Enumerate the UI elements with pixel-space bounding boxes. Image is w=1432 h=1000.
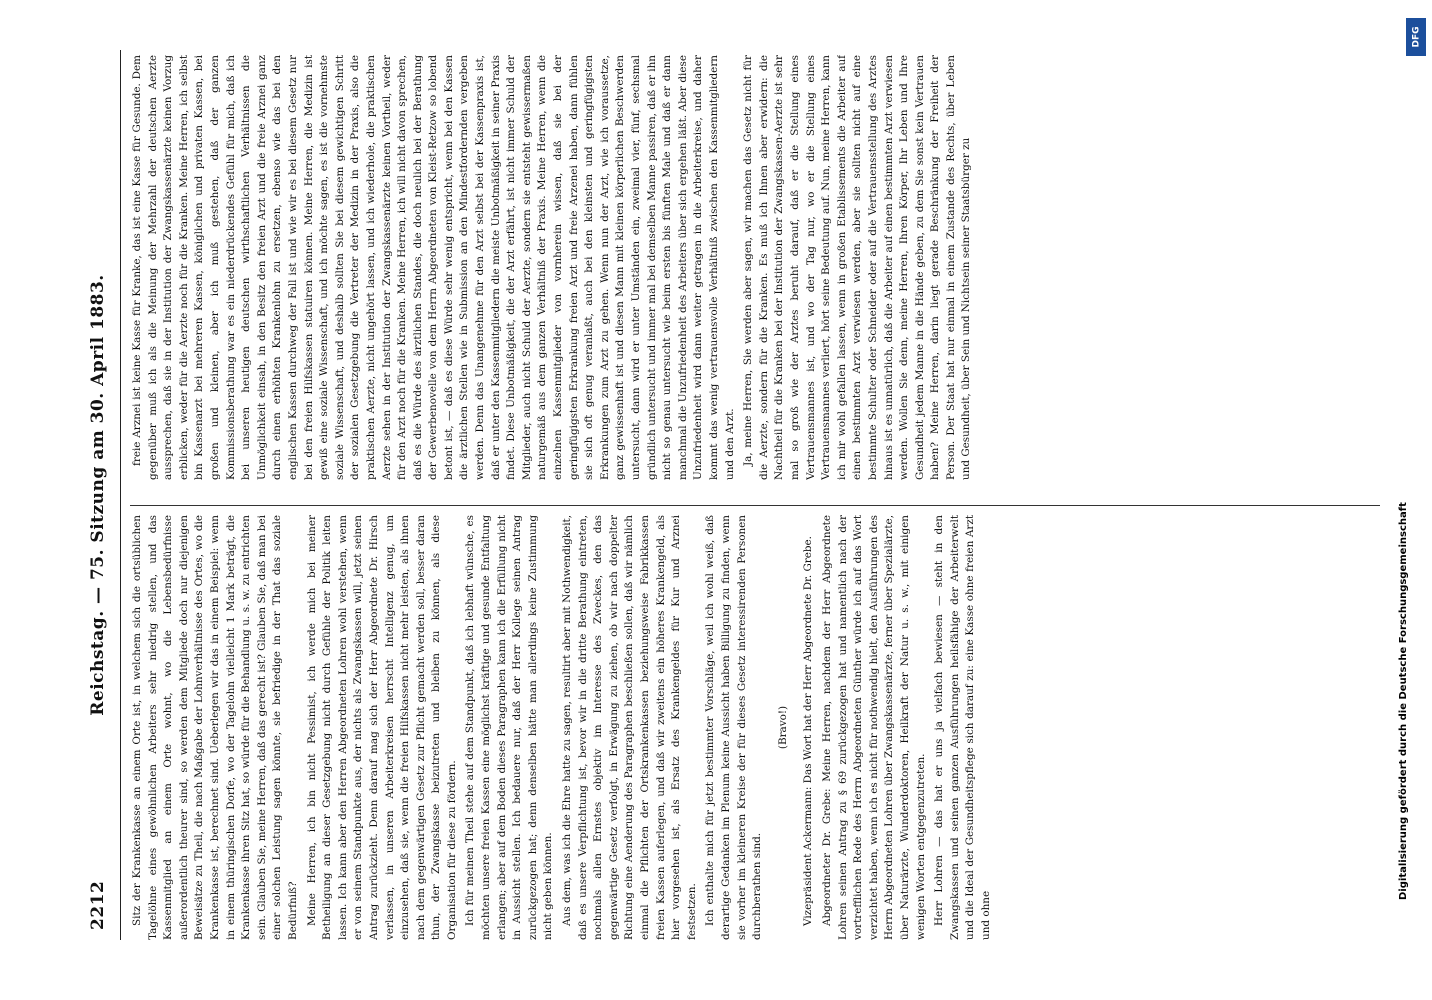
paragraph: freie Arznei ist keine Kasse für Kranke, das ist eine Kasse für Gesunde. Dem gegenüber muß ich als die Meinung der Mehrzahl der deutschen Aerzte aussprechen, daß sie in der Institution der Zwangskassenärzte keinen Vorzug erblicken, weder für die Aerzte noch für die Kranken. Meine Herren, ich selbst bin Kassenarzt bei mehreren Kassen, königlichen und privaten Kassen, bei großen und kleinen, aber ich muß gestehen, daß der ganzen Kommissionsberathung war es ein niederdrückendes Gefühl für mich, daß ich bei unseren heutigen deutschen wirthschaftlichen Verhältnissen die Unmöglichkeit einsah, in den Besitz den freien Arzt und die freie Arznei ganz durch einen erhöhten Krankenlohn zu ersetzen, ebenso wie das bei den englischen Kassen durchweg der Fall ist und wie wir es bei diesem Gesetz nur bei den freien Hilfskassen statuiren können. Meine Herren, die Medizin ist gewiß eine soziale Wissenschaft, und ich möchte sagen, es ist die vornehmste soziale Wissenschaft, und deshalb sollten Sie bei diesem gewichtigen Schritt der sozialen Gesetzgebung die Vertreter der Medizin in der Praxis, also die praktischen Aerzte, nicht ungehört lassen, und ich wiederhole, die praktischen Aerzte sehen in der Institution der Zwangskassenärzte keinen Vortheil, weder für den Arzt noch für die Kranken. Meine Herren, ich will nicht davon sprechen, daß es die Würde des ärztlichen Standes, die doch neulich bei der Berathung der Gewerbenovelle von dem Herrn Abgeordneten von Kleist-Retzow so lobend betont ist, — daß es diese Würde sehr wenig entspricht, wenn bei den Kassen die ärztlichen Stellen wie in Submission an den Mindestfordernden vergeben werden. Denn das Unangenehme für den Arzt selbst bei der Kassenpraxis ist, daß er unter den Kassenmitgliedern die meiste Unbotmäßigkeit in seiner Praxis findet. Diese Unbotmäßigkeit, die der Arzt erfährt, ist nicht immer Schuld der Mitglieder, auch nicht Schuld der Aerzte, sondern sie entsteht gewissermaßen naturgemäß aus dem ganzen Verhältniß der Praxis. Meine Herren, wenn die einzelnen Kassenmitglieder von vornherein wissen, daß sie bei der geringfügigsten Erkrankung freien Arzt und freie Arzenei haben, dann fühlen sie sich oft genug veranlaßt, auch bei den kleinsten und geringfügigsten Erkrankungen zum Arzt zu gehen. Wenn nun der Arzt, wie ich voraussetze, ganz gewissenhaft ist und diesen Mann mit kleinen körperlichen Beschwerden untersucht, dann wird er unter Umständen ein, zweimal vier, fünf, sechsmal gründlich untersucht und immer mal bei demselben Manne passiren, daß er ihn nicht so genau untersucht wie beim ersten bis fünften Male und daß er dann manchmal die Unzufriedenheit des Arbeiters über sich ergehen läßt. Aber diese Unzufriedenheit wird dann weiter getragen in die Arbeiterkreise, und daher kommt das wenig vertrauensvolle Verhältniß zwischen den Kassenmitgliedern und den Arzt.	[131, 55, 736, 480]
paragraph: Ich für meinen Theil stehe auf dem Standpunkt, daß ich lebhaft wünsche, es möchten unsere freien Kassen eine möglichst kräftige und gesunde Entfaltung erlangen; aber auf dem Boden dieses Paragraphen kann ich die Erfüllung nicht in Aussicht stellen. Ich bedauere nur, daß der Herr Kollege seinen Antrag zurückgezogen hat; denn denselben hätte man allerdings keine Zustimmung nicht geben können.	[464, 515, 555, 940]
paragraph: Meine Herren, ich bin nicht Pessimist, ich werde mich bei meiner Betheiligung an dieser Gesetzgebung nicht durch Gefühle der Politik leiten lassen. Ich kann aber den Herren Abgeordneten Lohren wohl verstehen, wenn er von seinem Standpunkte aus, der nichts als Zwangskassen will, jetzt seinen Antrag zurückzieht. Denn darauf mag sich der Herr Abgeordnete Dr. Hirsch verlassen, in unseren Arbeiterkreisen herrscht Intelligenz genug, um einzusehen, daß sie, wenn die freien Hilfskassen nicht mehr leisten, als ihnen nach dem gegenwärtigen Gesetz zur Pflicht gemacht werden soll, besser daran thun, der Zwangskasse beizutreten und bleiben zu können, als diese Organisation für diese zu fördern.	[305, 515, 458, 940]
rotated-document-sheet	[60, 30, 1400, 960]
text-column-left	[130, 515, 1385, 940]
digitization-note: Digitalisierung gefördert durch die Deutsche Forschungsgemeinschaft	[1398, 502, 1409, 900]
dfg-logo: DFG	[1406, 18, 1426, 56]
page-title: Reichstag. — 75. Sitzung am 30. April 1883.	[88, 274, 108, 716]
paragraph: Aus dem, was ich die Ehre hatte zu sagen, resultirt aber mit Nothwendigkeit, daß es unsere Verpflichtung ist, bevor wir in die dritte Berathung eintreten, nochmals allen Ernstes objektiv im Interesse des Zweckes, den das gegenwärtige Gesetz verfolgt, in Erwägung zu ziehen, ob wir nach doppelter Richtung eine Aenderung des Paragraphen beschließen sollen, daß wir nämlich einmal die Pflichten der Ortskrankenkassen beziehungsweise Fabrikkassen freien Kassen auferlegen, und daß wir zweitens ein höheres Krankengeld, als hier vorgesehen ist, als Ersatz des Krankengeldes für Kur und Arznei festsetzen.	[561, 515, 698, 940]
paragraph: Ja, meine Herren, Sie werden aber sagen, wir machen das Gesetz nicht für die Aerzte, sondern für die Kranken. Es muß ich Ihnen aber erwidern: die Nachtheil für die Kranken bei der Institution der Zwangskassen-Aerzte ist sehr mal so groß wie der Arztes beruht darauf, daß er die Stellung eines Vertrauensmannes ist, und wo der Tag nur, wo er die Stellung eines Vertrauensmannes verliert, hört seine Bedeutung auf. Nun, meine Herren, kann ich mir wohl gefallen lassen, wenn in großen Etablissements die Arbeiter auf einen bestimmten Arzt verwiesen werden, aber sie sollten nicht auf eine bestimmte Schulter oder Schneider oder auf die Vertrauensstellung des Arztes hinaus ist es unnatürlich, daß die Arbeiter auf einen bestimmten Arzt verwiesen werden. Wollen Sie denn, meine Herren, Ihren Körper, Ihr Leben und Ihre Gesundheit jedem Manne in die Hände geben, zu dem Sie sonst kein Vertrauen haben? Meine Herren, darin liegt gerade Beschränkung der Freiheit der Person. Der Staat hat nur einmal in einem Zustande des Rechts, über Leben und Gesundheit, über Sein und Nichtsein seiner Staatsbürger zu	[742, 55, 973, 480]
column-divider	[130, 505, 1380, 506]
page-header	[80, 50, 121, 940]
paragraph: Sitz der Krankenkasse an einem Orte ist, in welchem sich die ortsüblichen Tagelöhne eines gewöhnlichen Arbeiters sehr niedrig stellen, und das Kassenmitglied an einem Orte wohnt, wo die Lebensbedürfnisse außerordentlich theurer sind, so werden dem Mitgliede doch nur diejenigen Beweisätze zu Theil, die nach Maßgabe der Lohnverhältnisse des Ortes, wo die Krankenkasse ist, berechnet sind. Ueberlegen wir das in einem Beispiel: wenn in einem thüringischen Dorfe, wo der Tagelohn vielleicht 1 Mark beträgt, die Krankenkasse ihren Sitz hat, so würde für die Behandlung u. s. w. zu entrichten sein. Glauben Sie, meine Herren, daß das gerecht ist? Glauben Sie, daß man bei einer solchen Leistung sagen könnte, sie befriedige in der That das soziale Bedürfniß?	[131, 515, 299, 940]
speaker-paragraph: Vizepräsident Ackermann: Das Wort hat der Herr Abgeordnete Dr. Grebe.	[802, 536, 815, 926]
speaker-paragraph: Abgeordneter Dr. Grebe: Meine Herren, nachdem der Herr Abgeordnete Lohren seinen Antrag zu § 69 zurückgezogen hat und namentlich nach der vortrefflichen Rede des Herrn Abgeordneten Günther würde ich auf das Wort verzichtet haben, wenn ich es nicht für nothwendig hielt, den Ausführungen des Herrn Abgeordneten Lohren über Zwangskassenärzte, ferner über Spezialärzte, über Naturärzte, Wunderdoktoren, Heilkraft der Natur u. s. w., mit einigen wenigen Worten entgegenzutreten.	[820, 515, 927, 940]
text-column-right	[130, 55, 1385, 480]
paragraph: Ich enthalte mich für jetzt bestimmter Vorschläge, weil ich wohl weiß, daß derartige Gedanken im Plenum keine Aussicht haben Billigung zu finden, wenn sie vorher im kleineren Kreise der für dieses Gesetz interessirenden Personen durchberathen sind.	[704, 515, 764, 940]
page-number: 2212	[88, 880, 108, 930]
applause-note: (Bravo!)	[776, 705, 789, 750]
paragraph: Herr Lohren — das hat er uns ja vielfach bewiesen — steht in den Zwangskassen und seinen ganzen Ausführungen heilsfähige der Arbeiterwelt und die Ideal der Gesundheitspflege sich darauf zu: eine Kasse ohne freien Arzt und ohne	[933, 515, 992, 940]
